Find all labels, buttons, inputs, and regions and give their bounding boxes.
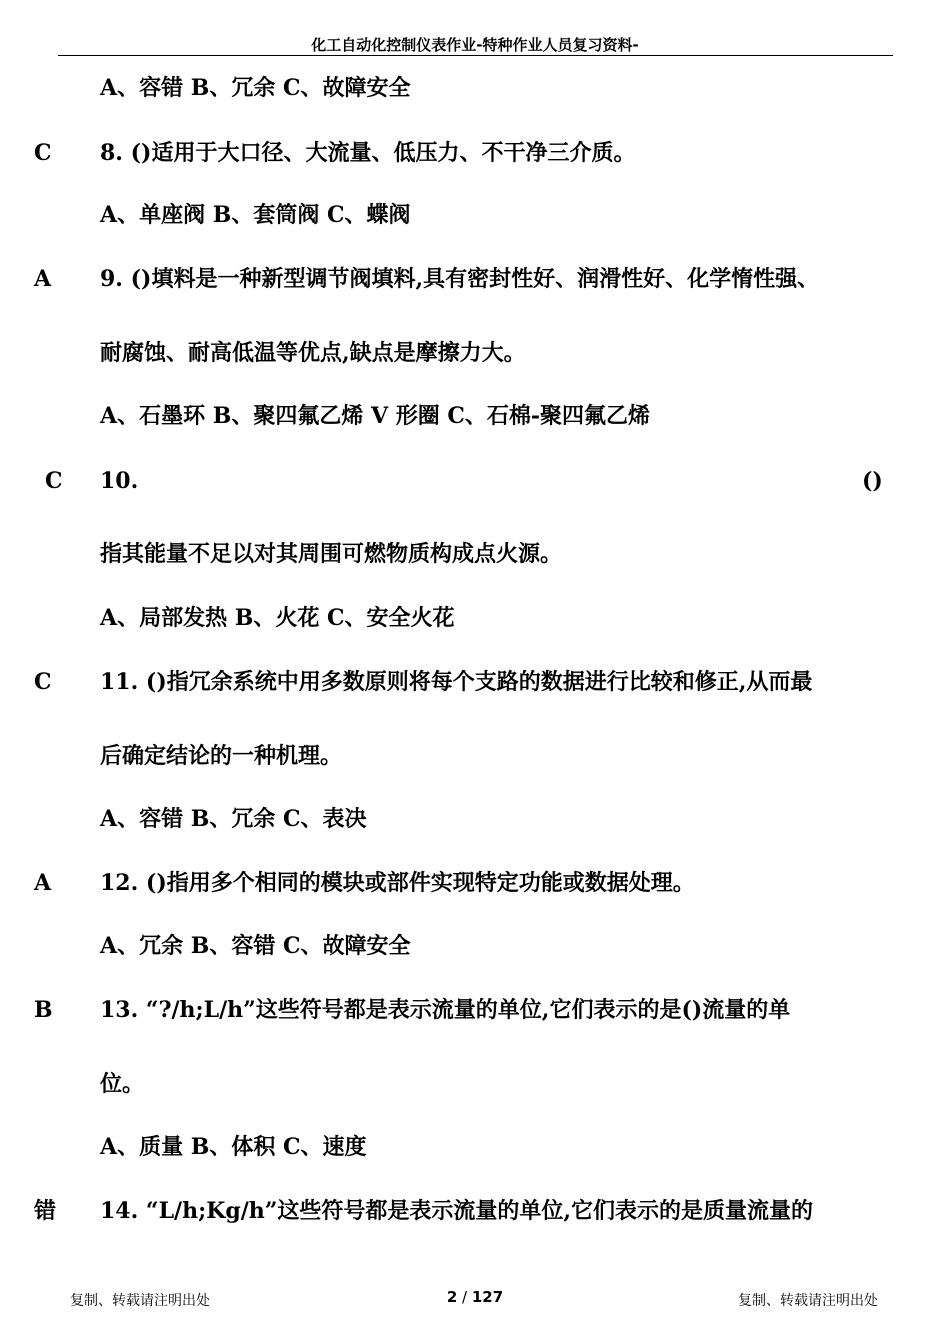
question-q13-line1: 13. “?/h;L/h”这些符号都是表示流量的单位,它们表示的是()流量的单 — [100, 997, 791, 1023]
option-line-q12: A、冗余 B、容错 C、故障安全 — [100, 933, 411, 959]
answer-q11: C — [34, 669, 52, 695]
option-line-q10: A、局部发热 B、火花 C、安全火花 — [100, 605, 455, 631]
answer-q14: 错 — [34, 1198, 57, 1224]
question-q11-line1: 11. ()指冗余系统中用多数原则将每个支路的数据进行比较和修正,从而最 — [100, 669, 813, 695]
page-separator: / — [457, 1288, 472, 1306]
page-current: 2 — [446, 1288, 458, 1306]
page-total: 127 — [471, 1288, 504, 1306]
question-q13-line2: 位。 — [100, 1071, 145, 1097]
page-header-title: 化工自动化控制仪表作业-特种作业人员复习资料- — [311, 36, 639, 54]
footer-left-note: 复制、转载请注明出处 — [70, 1293, 210, 1309]
question-q11-line2: 后确定结论的一种机理。 — [100, 743, 343, 769]
question-q12: 12. ()指用多个相同的模块或部件实现特定功能或数据处理。 — [100, 870, 695, 896]
question-q14-line1: 14. “L/h;Kg/h”这些符号都是表示流量的单位,它们表示的是质量流量的 — [100, 1198, 814, 1224]
option-line-q9: A、石墨环 B、聚四氟乙烯 V 形圈 C、石棉-聚四氟乙烯 — [100, 403, 651, 429]
option-line-q7: A、容错 B、冗余 C、故障安全 — [100, 75, 411, 101]
option-line-q13: A、质量 B、体积 C、速度 — [100, 1134, 367, 1160]
question-q8: 8. ()适用于大口径、大流量、低压力、不干净三介质。 — [100, 140, 636, 166]
question-q10-number: 10. — [100, 468, 139, 494]
question-q9-line2: 耐腐蚀、耐高低温等优点,缺点是摩擦力大。 — [100, 340, 526, 366]
option-line-q11: A、容错 B、冗余 C、表决 — [100, 806, 367, 832]
question-q10-blank: () — [862, 468, 883, 494]
answer-q12: A — [34, 870, 52, 896]
option-line-q8: A、单座阀 B、套筒阀 C、蝶阀 — [100, 202, 411, 228]
answer-q10: C — [45, 468, 63, 494]
question-q9-line1: 9. ()填料是一种新型调节阀填料,具有密封性好、润滑性好、化学惰性强、 — [100, 266, 820, 292]
answer-q8: C — [34, 140, 52, 166]
footer-right-note: 复制、转载请注明出处 — [738, 1293, 878, 1309]
answer-q13: B — [34, 997, 53, 1023]
header-rule — [58, 55, 893, 56]
answer-q9: A — [34, 266, 52, 292]
question-q10-line2: 指其能量不足以对其周围可燃物质构成点火源。 — [100, 541, 563, 567]
